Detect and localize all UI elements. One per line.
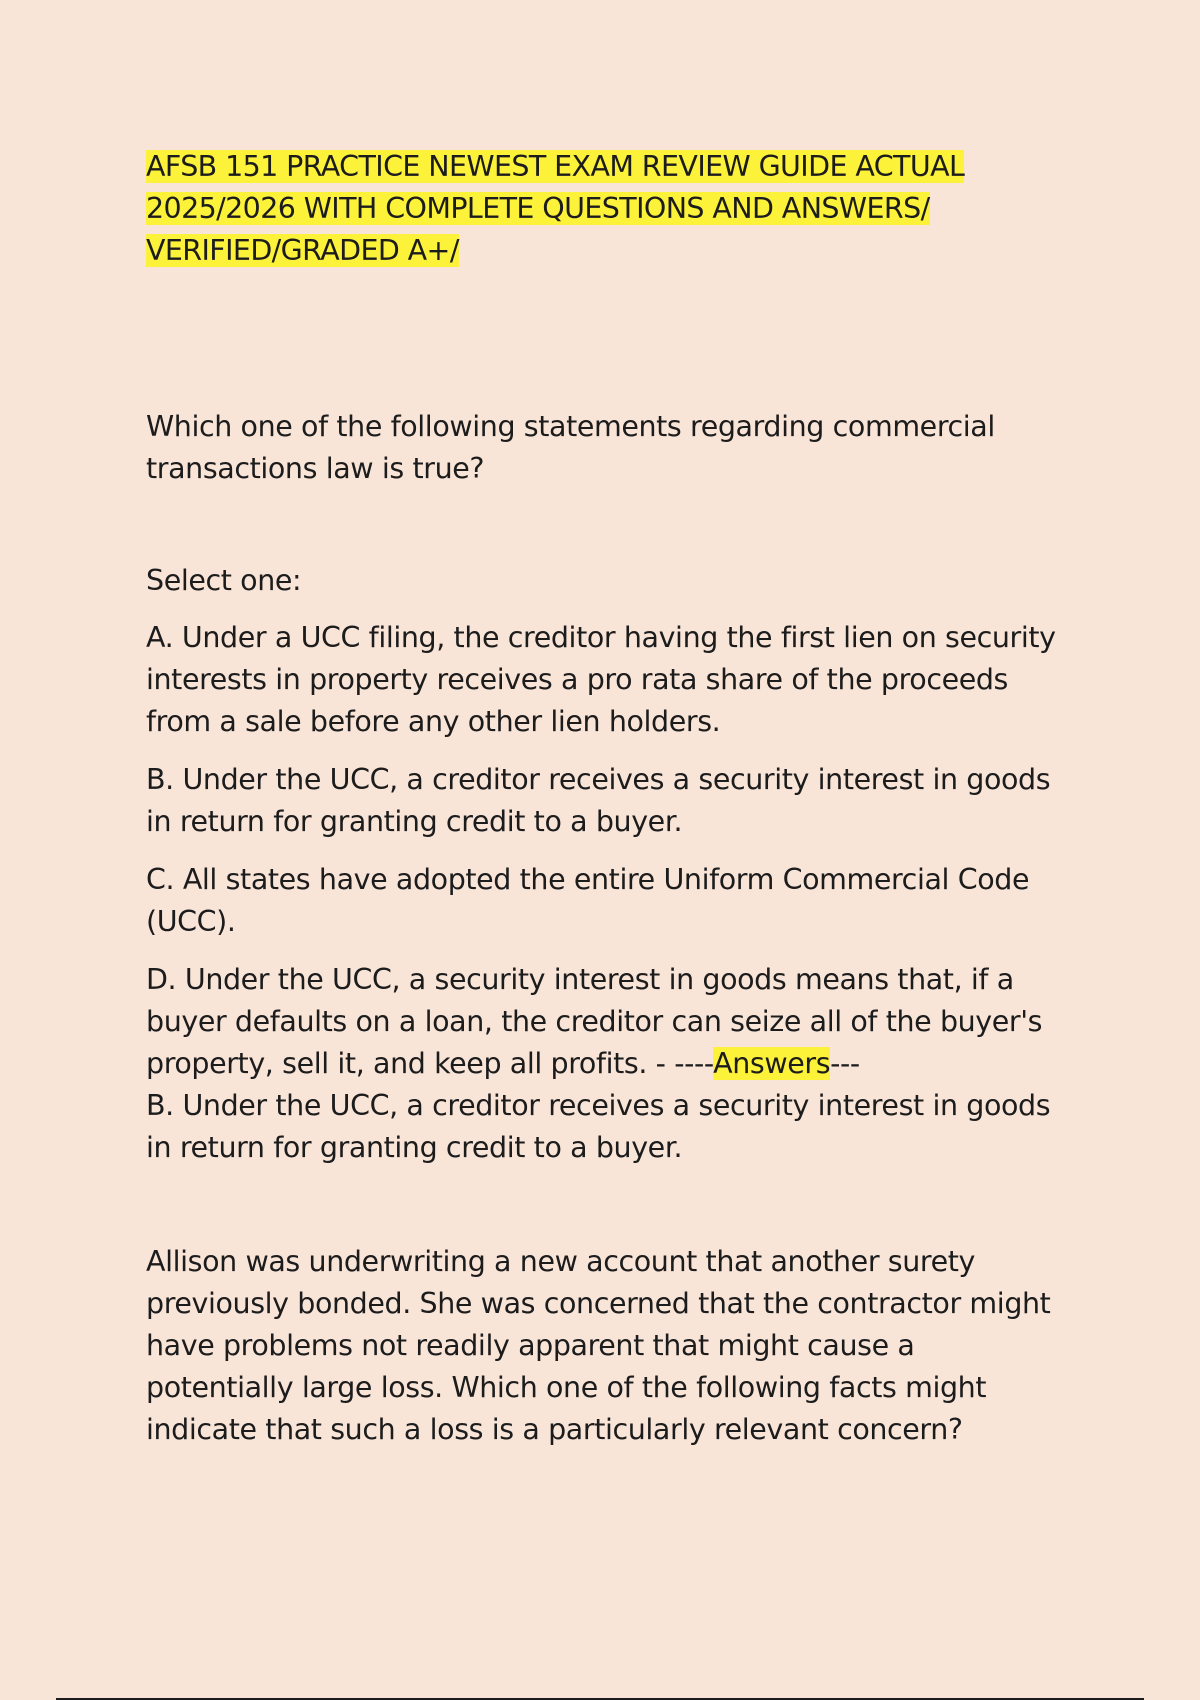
option-c: C. All states have adopted the entire Uniform Commercial Code (UCC). [146, 863, 1030, 938]
title-line-1: AFSB 151 PRACTICE NEWEST EXAM REVIEW GUIDE ACTUAL [146, 150, 965, 183]
question-1-text: Which one of the following statements regarding commercial transactions law is true? [146, 410, 995, 485]
option-d-with-answer [146, 959, 1066, 1169]
document-title [146, 146, 1066, 272]
option-a: A. Under a UCC filing, the creditor having the first lien on security interests in property receives a pro rata share of the proceeds from a sale before any other lien holders. [146, 621, 1056, 738]
document-body [146, 146, 1066, 1451]
answers-suffix: --- [830, 1047, 860, 1080]
select-one-label: Select one: [146, 564, 302, 597]
option-b: B. Under the UCC, a creditor receives a security interest in goods in return for granting credit to a buyer. [146, 763, 1051, 838]
answers-label: Answers [713, 1047, 831, 1080]
question-2-text: Allison was underwriting a new account that another surety previously bonded. She was concerned that the contractor might have problems not readily apparent that might cause a potentially large loss. Which one of the following facts might indicate that such a loss is a particularly relevant concern? [146, 1245, 1051, 1446]
title-line-3: VERIFIED/GRADED A+/ [146, 234, 459, 267]
option-d: D. Under the UCC, a security interest in goods means that, if a buyer defaults on a loan, the creditor can seize all of the buyer's property, sell it, and keep all profits. - ---- [146, 963, 1043, 1080]
answer-text: B. Under the UCC, a creditor receives a security interest in goods in return for granting credit to a buyer. [146, 1089, 1051, 1164]
title-line-2: 2025/2026 WITH COMPLETE QUESTIONS AND ANSWERS/ [146, 192, 930, 225]
